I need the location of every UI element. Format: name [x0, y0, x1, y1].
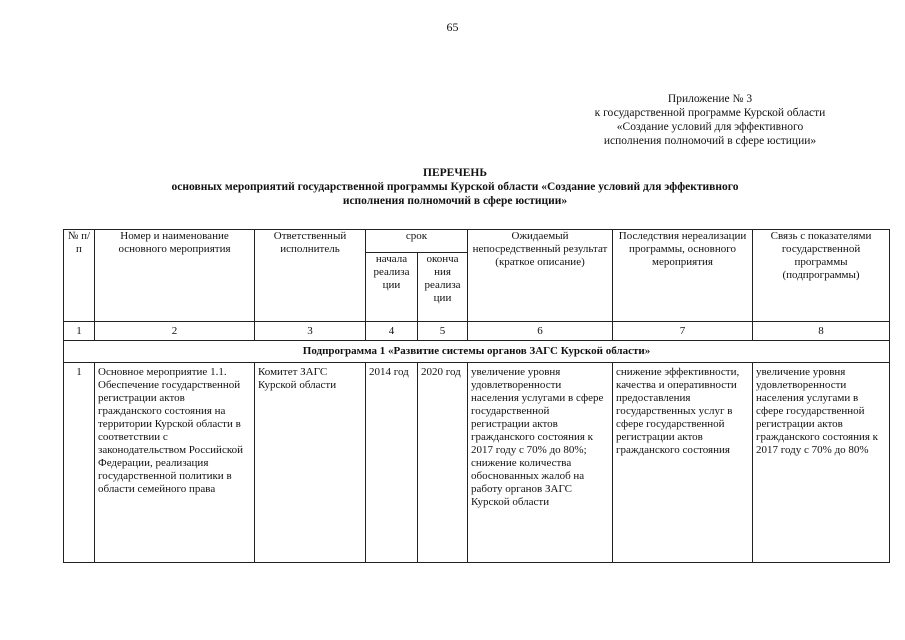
header-name: Номер и наименование основного мероприятия [95, 230, 255, 322]
row-start: 2014 год [366, 363, 418, 563]
title-line-1: ПЕРЕЧЕНЬ [423, 167, 487, 179]
column-number: 3 [255, 322, 366, 341]
header-executor: Ответственный исполнитель [255, 230, 366, 322]
column-number: 7 [613, 322, 753, 341]
subprogram-row [64, 341, 890, 363]
row-consequences: снижение эффективности, качества и оперативности предоставления государственных услуг в сфере государственной регистрации актов гражданского состояния [613, 363, 753, 563]
row-executor: Комитет ЗАГС Курской области [255, 363, 366, 563]
header-num: № п/п [64, 230, 95, 322]
column-number: 8 [753, 322, 890, 341]
header-link: Связь с показателями государственной программы (подпрограммы) [753, 230, 890, 322]
column-number: 6 [468, 322, 613, 341]
table-row [64, 363, 890, 563]
title-line-2: основных мероприятий государственной программы Курской области «Создание условий для эффективного [171, 181, 739, 193]
header-row [64, 230, 890, 253]
title-line-3: исполнения полномочий в сфере юстиции» [342, 195, 568, 207]
document-title [60, 166, 850, 208]
appendix-note [560, 92, 860, 148]
header-end: оконча ния реализа ции [418, 253, 468, 322]
page-number: 65 [446, 20, 459, 34]
row-name: Основное мероприятие 1.1. Обеспечение государственной регистрации актов гражданского состояния на территории Курской области в соответствии с законодательством Российской Федерации, реализация государственной политики в области семейного права [95, 363, 255, 563]
column-number: 1 [64, 322, 95, 341]
measures-table [63, 229, 890, 563]
appendix-line-3: «Создание условий для эффективного [616, 121, 804, 133]
column-numbers-row [64, 322, 890, 341]
appendix-line-1: Приложение № 3 [667, 93, 753, 105]
header-start: начала реализа ции [366, 253, 418, 322]
appendix-line-2: к государственной программе Курской области [594, 107, 826, 119]
row-end: 2020 год [418, 363, 468, 563]
column-number: 4 [366, 322, 418, 341]
header-result: Ожидаемый непосредственный результат (краткое описание) [468, 230, 613, 322]
column-number: 5 [418, 322, 468, 341]
row-num: 1 [64, 363, 95, 563]
row-link: увеличение уровня удовлетворенности населения услугами в сфере государственной регистрации актов гражданского состояния к 2017 году с 70% до 80% [753, 363, 890, 563]
appendix-line-4: исполнения полномочий в сфере юстиции» [603, 135, 817, 147]
column-number: 2 [95, 322, 255, 341]
subprogram-title: Подпрограмма 1 «Развитие системы органов ЗАГС Курской области» [64, 341, 890, 363]
header-consequences: Последствия нереализации программы, основного мероприятия [613, 230, 753, 322]
row-result: увеличение уровня удовлетворенности населения услугами в сфере государственной регистрации актов гражданского состояния к 2017 году с 70% до 80%; снижение количества обоснованных жалоб на работу органов ЗАГС Курской области [468, 363, 613, 563]
header-term: срок [366, 230, 468, 253]
